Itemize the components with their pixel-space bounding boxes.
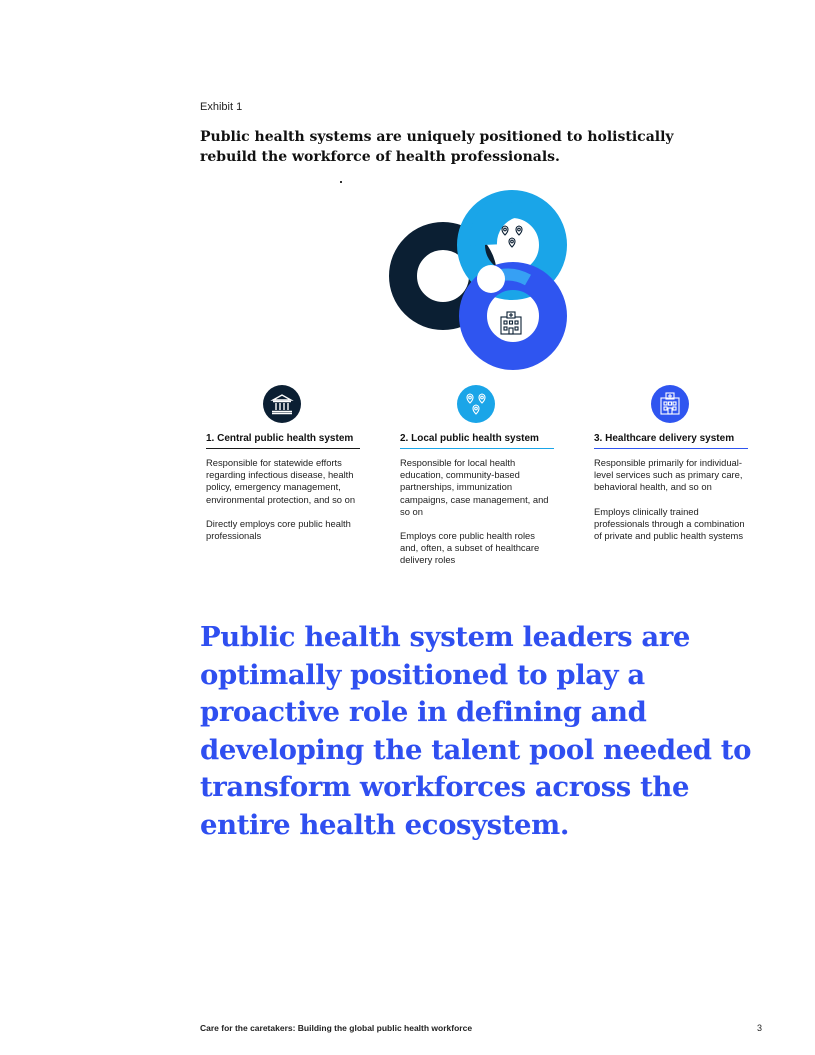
column-employment: Employs core public health roles and, often, a subset of healthcare delivery roles xyxy=(400,530,540,566)
location-pins-icon xyxy=(457,385,495,423)
column-responsibility: Responsible primarily for individual-level services such as primary care, behavioral health, and so on xyxy=(594,457,743,493)
exhibit-title: Public health systems are uniquely positioned to holistically rebuild the workforce of health professionals. xyxy=(200,129,674,165)
pull-quote: Public health system leaders are optimally positioned to play a proactive role in defining and developing the talent pool needed to transform workforces across the entire health ecosystem. xyxy=(200,621,752,841)
column-local-public-health xyxy=(400,385,554,567)
three-ring-diagram xyxy=(388,183,578,373)
delivery-icon-circle xyxy=(651,385,689,423)
column-title: 2. Local public health system xyxy=(400,433,554,449)
hospital-icon xyxy=(651,385,689,423)
column-healthcare-delivery xyxy=(594,385,748,542)
hospital-icon xyxy=(501,312,521,334)
exhibit-label: Exhibit 1 xyxy=(200,101,243,113)
column-title: 3. Healthcare delivery system xyxy=(594,433,748,449)
page-number: 3 xyxy=(756,1023,762,1033)
column-central-public-health xyxy=(206,385,360,542)
column-employment: Employs clinically trained professionals through a combination of private and public health systems xyxy=(594,505,745,542)
column-employment: Directly employs core public health professionals xyxy=(206,517,351,542)
column-title: 1. Central public health system xyxy=(206,433,360,449)
government-building-icon xyxy=(429,267,455,288)
local-icon-circle xyxy=(457,385,495,423)
footer-report-title: Care for the caretakers: Building the global public health workforce xyxy=(200,1023,473,1033)
government-building-icon xyxy=(263,385,301,423)
location-pins-icon xyxy=(502,226,522,247)
central-icon-circle xyxy=(263,385,301,423)
column-responsibility: Responsible for local health education, community-based partnerships, immunization campaigns, case management, and so on xyxy=(400,457,549,517)
column-responsibility: Responsible for statewide efforts regarding infectious disease, health policy, emergency management, environmental protection, and so on xyxy=(206,457,356,505)
stray-mark xyxy=(340,181,342,183)
